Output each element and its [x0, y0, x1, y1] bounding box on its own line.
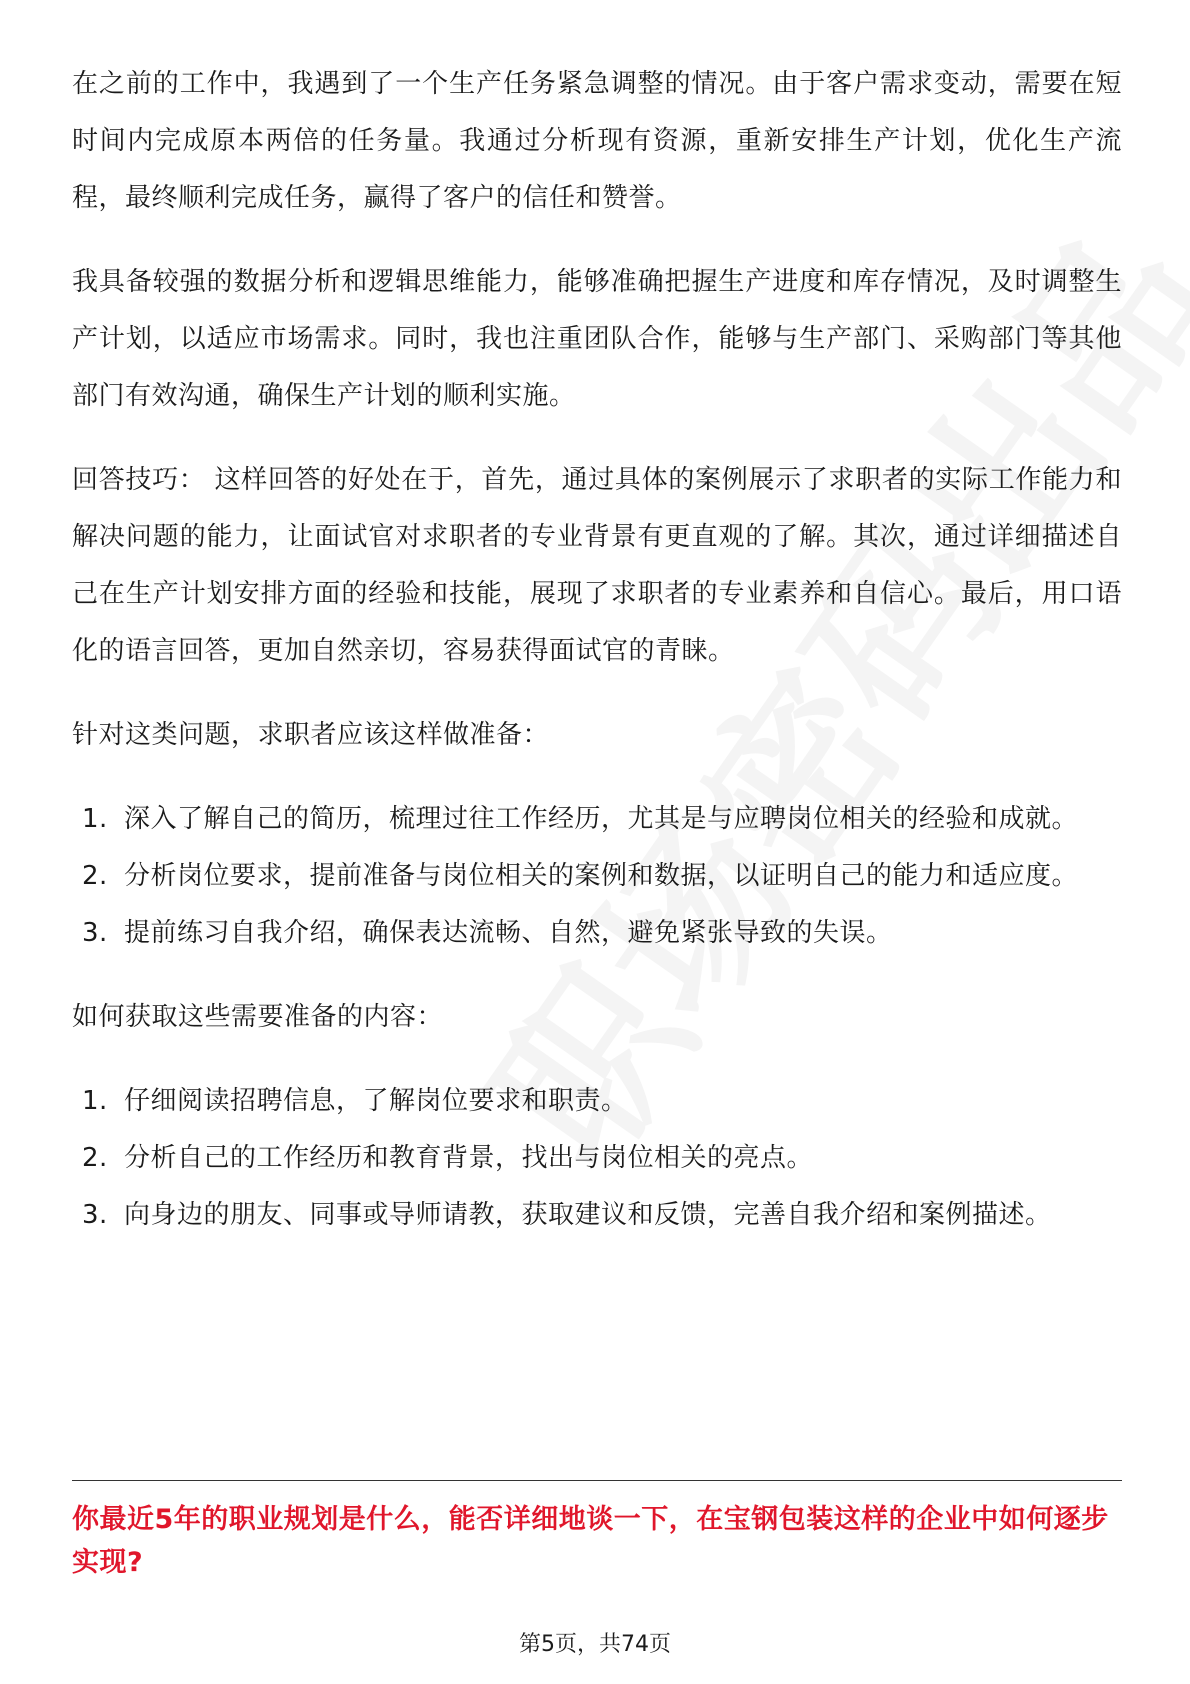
- list-item: [72, 905, 1122, 962]
- list-number: 2.: [82, 1143, 108, 1173]
- list-number: 1.: [82, 804, 108, 834]
- list-item-text: 向身边的朋友、同事或导师请教，获取建议和反馈，完善自我介绍和案例描述。: [124, 1200, 1052, 1230]
- list-item-text: 分析岗位要求，提前准备与岗位相关的案例和数据，以证明自己的能力和适应度。: [124, 861, 1079, 891]
- list-item: [72, 1073, 1122, 1130]
- list-item-text: 分析自己的工作经历和教育背景，找出与岗位相关的亮点。: [124, 1143, 814, 1173]
- next-question-heading: 你最近5年的职业规划是什么，能否详细地谈一下，在宝钢包装这样的企业中如何逐步实现?: [72, 1504, 1109, 1578]
- page-footer: 第5页，共74页: [519, 1632, 671, 1657]
- list-item-text: 仔细阅读招聘信息，了解岗位要求和职责。: [124, 1086, 628, 1116]
- list-number: 3.: [82, 1200, 108, 1230]
- list-item: [72, 1187, 1122, 1244]
- section-divider: [72, 1480, 1122, 1481]
- list-number: 1.: [82, 1086, 108, 1116]
- how-heading: 如何获取这些需要准备的内容：: [72, 1002, 444, 1032]
- list-item: [72, 791, 1122, 848]
- prep-list: [72, 791, 1122, 962]
- list-number: 3.: [82, 918, 108, 948]
- list-item: [72, 1130, 1122, 1187]
- list-item-text: 提前练习自我介绍，确保表达流畅、自然，避免紧张导致的失误。: [124, 918, 893, 948]
- paragraph-answer-tips: 回答技巧： 这样回答的好处在于，首先，通过具体的案例展示了求职者的实际工作能力和解决问题的能力，让面试官对求职者的专业背景有更直观的了解。其次，通过详细描述自己在生产计划安排方面的经验和技能，展现了求职者的专业素养和自信心。最后，用口语化的语言回答，更加自然亲切，容易获得面试官的青睐。: [72, 465, 1122, 666]
- list-item-text: 深入了解自己的简历，梳理过往工作经历，尤其是与应聘岗位相关的经验和成就。: [124, 804, 1079, 834]
- list-item: [72, 848, 1122, 905]
- paragraph-example-case: 在之前的工作中，我遇到了一个生产任务紧急调整的情况。由于客户需求变动，需要在短时间内完成原本两倍的任务量。我通过分析现有资源，重新安排生产计划，优化生产流程，最终顺利完成任务，赢得了客户的信任和赞誉。: [72, 69, 1122, 213]
- paragraph-abilities: 我具备较强的数据分析和逻辑思维能力，能够准确把握生产进度和库存情况，及时调整生产计划，以适应市场需求。同时，我也注重团队合作，能够与生产部门、采购部门等其他部门有效沟通，确保生产计划的顺利实施。: [72, 267, 1122, 411]
- list-number: 2.: [82, 861, 108, 891]
- document-body: [72, 56, 1122, 1271]
- paragraph-prep-heading: 针对这类问题，求职者应该这样做准备：: [72, 720, 550, 750]
- how-list: [72, 1073, 1122, 1244]
